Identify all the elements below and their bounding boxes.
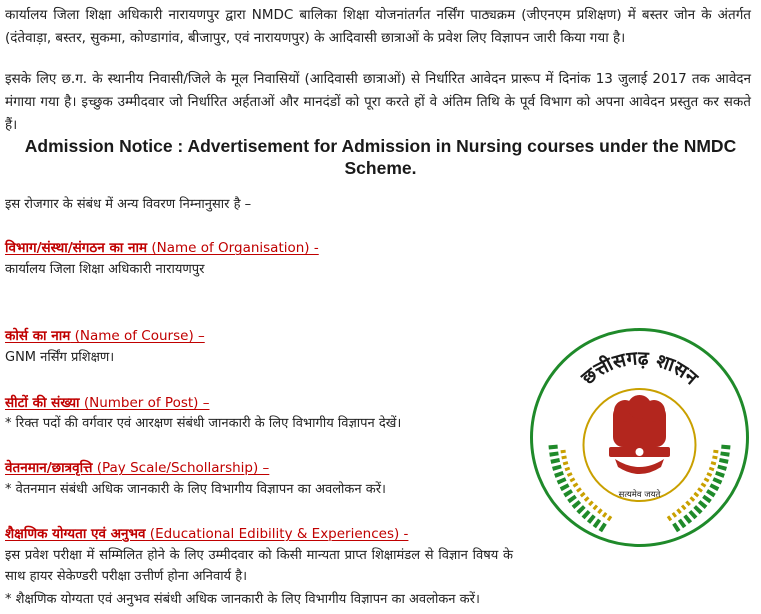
eligibility-heading	[5, 524, 408, 544]
pay-label-hi: वेतनमान/छात्रवृत्ति	[5, 460, 93, 476]
course-label-hi: कोर्स का नाम	[5, 328, 71, 344]
course-value: GNM नर्सिंग प्रशिक्षण।	[5, 350, 115, 365]
course-label-en: (Name of Course) –	[70, 328, 205, 344]
seats-label-en: (Number of Post) –	[79, 395, 210, 411]
organisation-value: कार्यालय जिला शिक्षा अधिकारी नारायणपुर	[5, 262, 205, 277]
intro-paragraph-1: कार्यालय जिला शिक्षा अधिकारी नारायणपुर द्वारा NMDC बालिका शिक्षा योजनांतर्गत नर्सिंग पाठ्यक्रम (जीएनएम प्रशिक्षण) में बस्तर जोन के अंतर्गत (दंतेवाड़ा, बस्तर, सुकमा, कोण्डागांव, बीजापुर, एवं नारायणपुर) के आदिवासी छात्राओं के प्रवेश लिए विज्ञापन जारी किया गया है।	[5, 7, 751, 46]
eligibility-label-hi: शैक्षणिक योग्यता एवं अनुभव	[5, 526, 146, 542]
emblem-motto: सत्यमेव जयते	[618, 490, 661, 500]
emblem-top-text: छत्तीसगढ़ शासन	[577, 347, 702, 390]
organisation-label-en: (Name of Organisation) -	[147, 240, 319, 256]
course-heading	[5, 326, 205, 346]
chhattisgarh-emblem-icon	[527, 325, 752, 550]
eligibility-value: इस प्रवेश परीक्षा में सम्मिलित होने के लिए उम्मीदवार को किसी मान्यता प्राप्त शिक्षामंडल से विज्ञान विषय के साथ हायर सेकेण्डरी परीक्षा उत्तीर्ण होना अनिवार्य है।	[5, 548, 513, 584]
intro-paragraph-2: इसके लिए छ.ग. के स्थानीय निवासी/जिले के मूल निवासियों (आदिवासी छात्राओं) से निर्धारित आवेदन प्रारूप में दिनांक 13 जुलाई 2017 तक आवेदन मंगाया गया है। इच्छुक उम्मीदवार जो निर्धारित अर्हताओं और मानदंडों को पूरा करते हों वे अंतिम तिथि के पूर्व विभाग को अपना आवेदन प्रस्तुत कर सकते हैं।	[5, 71, 751, 133]
seats-heading	[5, 393, 209, 413]
pay-label-en: (Pay Scale/Schollarship) –	[92, 460, 270, 476]
pay-heading	[5, 458, 269, 478]
pay-value: * वेतनमान संबंधी अधिक जानकारी के लिए विभागीय विज्ञापन का अवलोकन करें।	[5, 482, 386, 497]
details-intro: इस रोजगार के संबंध में अन्य विवरण निम्नानुसार है –	[5, 197, 252, 212]
organisation-label-hi: विभाग/संस्था/संगठन का नाम	[5, 240, 148, 256]
eligibility-label-en: (Educational Edibility & Experiences) -	[145, 526, 409, 542]
eligibility-note: * शैक्षणिक योग्यता एवं अनुभव संबंधी अधिक जानकारी के लिए विभागीय विज्ञापन का अवलोकन करें।	[5, 592, 480, 607]
notice-title: Admission Notice : Advertisement for Admission in Nursing courses under the NMDC Scheme.	[24, 136, 737, 178]
seats-value: * रिक्त पदों की वर्गवार एवं आरक्षण संबंधी जानकारी के लिए विभागीय विज्ञापन देखें।	[5, 416, 402, 431]
organisation-heading	[5, 238, 319, 258]
seats-label-hi: सीटों की संख्या	[5, 395, 80, 411]
